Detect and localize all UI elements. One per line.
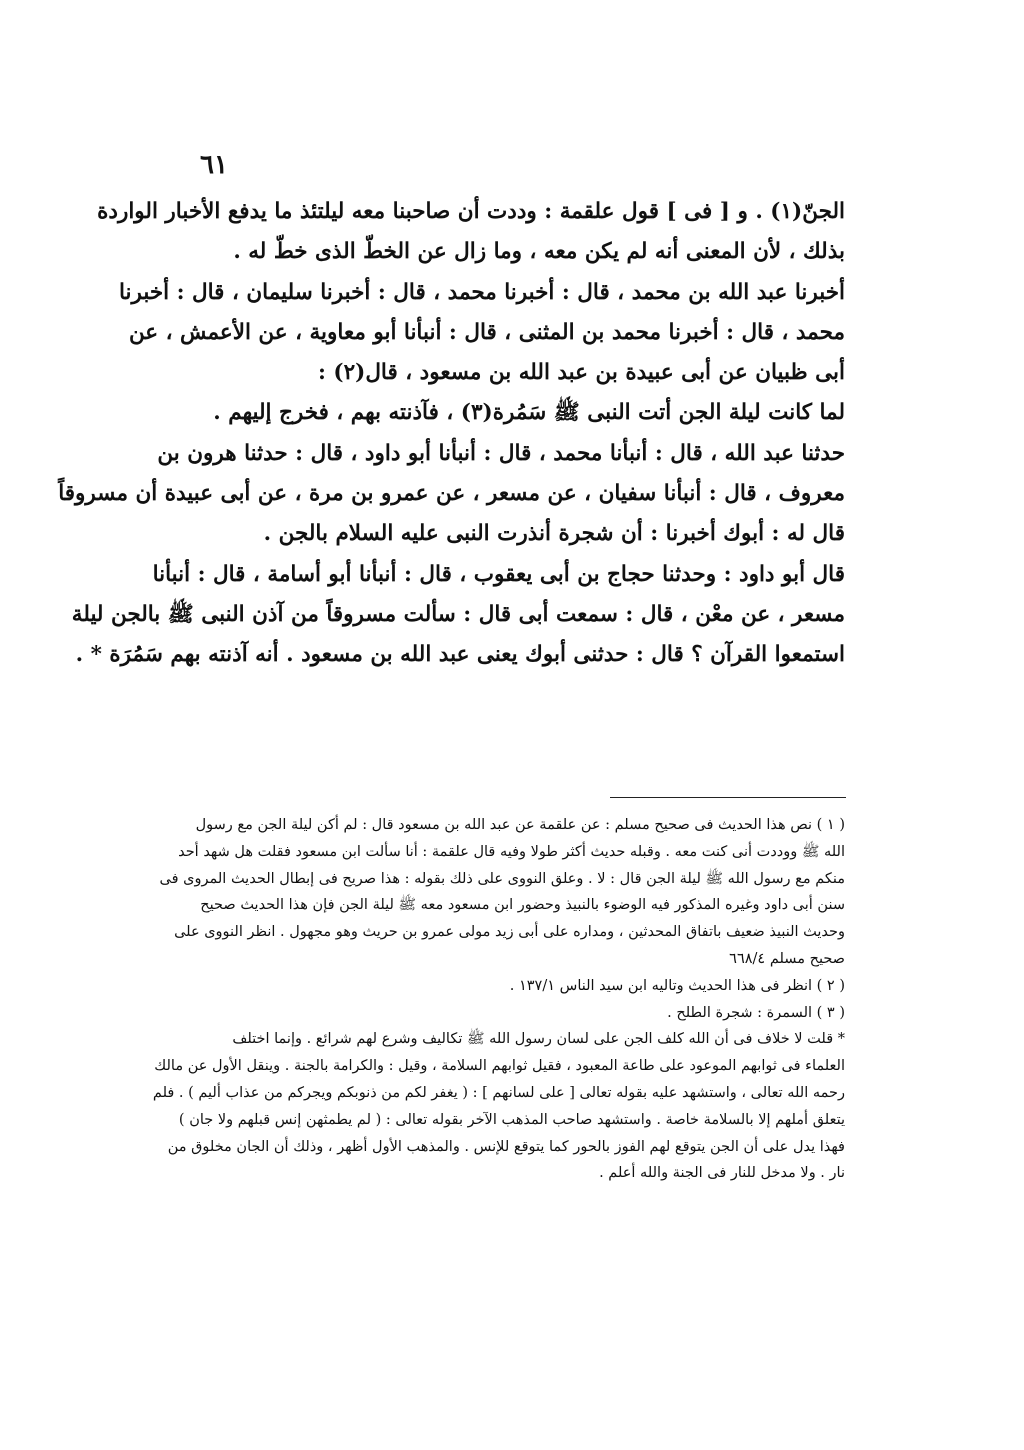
footnote-line: ( ١ ) نص هذا الحديث فى صحيح مسلم : عن علقمة عن عبد الله بن مسعود قال : لم أكن ليلة الجن مع رسول [195,817,845,833]
footnote-line: فهذا يدل على أن الجن يتوقع لهم الفوز بالحور كما يتوقع للإنس . والمذهب الأول أظهر ، وذلك أن الجان مخلوق من [167,1138,845,1155]
footnote-divider [610,797,846,798]
footnote-line: * قلت لا خلاف فى أن الله كلف الجن على لسان رسول الله ﷺ تكاليف وشرع لهم شرائع . وإنما اختلف [232,1031,845,1048]
text-line: لما كانت ليلة الجن أتت النبى ﷺ سَمُرة(٣) ، فآذنته بهم ، فخرج إليهم . [213,400,845,426]
footnote-line: رحمه الله تعالى ، واستشهد عليه بقوله تعالى [ على لسانهم ] : ( يغفر لكم من ذنوبكم ويجركم من عذاب أليم ) . فلم [152,1084,845,1101]
text-line: استمعوا القرآن ؟ قال : حدثنى أبوك يعنى عبد الله بن مسعود . أنه آذنته بهم سَمُرَة * . [75,642,845,668]
footnote-line: نار . ولا مدخل للنار فى الجنة والله أعلم . [599,1165,845,1182]
page-number: ٦١ [200,150,228,180]
main-text [58,192,845,676]
footnotes [152,812,845,1187]
footnote-line: ( ٢ ) انظر فى هذا الحديث وتاليه ابن سيد الناس ١٣٧/١ . [509,977,845,994]
text-line: أخبرنا عبد الله بن محمد ، قال : أخبرنا محمد ، قال : أخبرنا سليمان ، قال : أخبرنا [118,279,845,305]
text-line: الجنّ(١) . و [ فى ] قول علقمة : وددت أن صاحبنا معه ليلتئذ ما يدفع الأخبار الواردة [97,199,845,224]
text-line: محمد ، قال : أخبرنا محمد بن المثنى ، قال : أنبأنا أبو معاوية ، عن الأعمش ، عن [128,319,845,345]
text-line: قال له : أبوك أخبرنا : أن شجرة أنذرت النبى عليه السلام بالجن . [263,521,845,547]
footnote-line: الله ﷺ ووددت أنى كنت معه . وقبله حديث أكثر طولا وفيه قال علقمة : أنا سألت ابن مسعود فقلت هل شهد أحد [178,843,845,860]
text-line: حدثنا عبد الله ، قال : أنبأنا محمد ، قال : أنبأنا أبو داود ، قال : حدثنا هرون بن [157,440,845,466]
footnote-line: منكم مع رسول الله ﷺ ليلة الجن قال : لا . وعلق النووى على ذلك بقوله : هذا صريح فى إبطال الحديث المروى فى [159,870,845,887]
text-line: بذلك ، لأن المعنى أنه لم يكن معه ، وما زال عن الخطّ الذى خطّ له . [233,239,845,265]
text-line: معروف ، قال : أنبأنا سفيان ، عن مسعر ، عن عمرو بن مرة ، عن أبى عبيدة أن مسروقاً [58,481,845,507]
footnote-line: وحديث النبيذ ضعيف باتفاق المحدثين ، ومداره على أبى زيد مولى عمرو بن حريث وهو مجهول . انظر النووى على [174,924,845,941]
footnote-line: يتعلق أملهم إلا بالسلامة خاصة . واستشهد صاحب المذهب الآخر بقوله تعالى : ( لم يطمثهن إنس قبلهم ولا جان ) [178,1111,845,1128]
footnote-line: صحيح مسلم ٦٦٨/٤ [729,950,845,967]
text-line: قال أبو داود : وحدثنا حجاج بن أبى يعقوب ، قال : أنبأنا أبو أسامة ، قال : أنبأنا [152,561,845,587]
text-line: مسعر ، عن معْن ، قال : سمعت أبى قال : سألت مسروقاً من آذن النبى ﷺ بالجن ليلة [71,601,845,627]
text-line: أبى ظبيان عن أبى عبيدة بن عبد الله بن مسعود ، قال(٢) : [317,360,845,386]
footnote-line: العلماء فى ثوابهم الموعود على طاعة المعبود ، فقيل ثوابهم السلامة ، وقيل : والكرامة بالجنة . وينقل الأول عن مالك [154,1058,845,1075]
footnote-line: ( ٣ ) السمرة : شجرة الطلح . [667,1004,845,1021]
footnote-line: سنن أبى داود وغيره المذكور فيه الوضوء بالنبيذ وحضور ابن مسعود معه ﷺ ليلة الجن فإن هذا الحديث صحيح [200,897,845,914]
